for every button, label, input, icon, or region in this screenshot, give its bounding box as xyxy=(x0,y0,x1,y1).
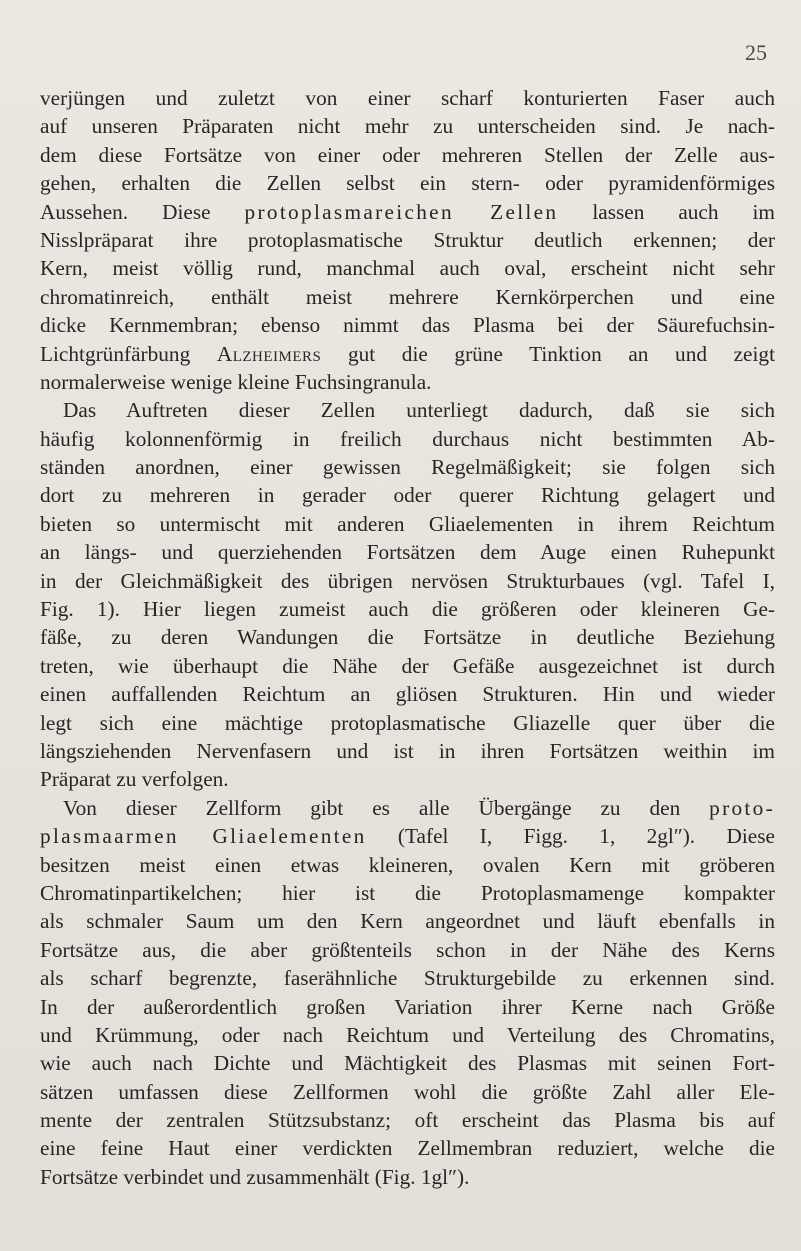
text-line: dort zu mehreren in gerader oder querer Richtung gelagert und xyxy=(40,483,775,508)
text-line: an längs- und querziehenden Fortsätzen dem Auge einen Ruhepunkt xyxy=(40,540,775,565)
text-line xyxy=(40,340,775,368)
text-line: Fortsätze aus, die aber größtenteils schon in der Nähe des Kerns xyxy=(40,937,775,962)
text-line: längsziehenden Nervenfasern und ist in ihren Fortsätzen weithin im xyxy=(40,738,775,763)
text-line: dicke Kernmembran; ebenso nimmt das Plasma bei der Säurefuchsin- xyxy=(40,313,775,338)
text-line: Fig. 1). Hier liegen zumeist auch die größeren oder kleineren Ge- xyxy=(40,597,775,622)
text-line: als schmaler Saum um den Kern angeordnet und läuft ebenfalls in xyxy=(40,909,775,934)
text-segment: lassen auch im xyxy=(558,199,775,224)
text-line: einen auffallenden Reichtum an gliösen Strukturen. Hin und wieder xyxy=(40,682,775,707)
text-line: chromatinreich, enthält meist mehrere Kernkörperchen und eine xyxy=(40,284,775,309)
text-line: auf unseren Präparaten nicht mehr zu unterscheiden sind. Je nach- xyxy=(40,114,775,139)
text-line: In der außerordentlich großen Variation ihrer Kerne nach Größe xyxy=(40,994,775,1019)
text-line: mente der zentralen Stützsubstanz; oft erscheint das Plasma bis auf xyxy=(40,1108,775,1133)
text-line: und Krümmung, oder nach Reichtum und Verteilung des Chromatins, xyxy=(40,1022,775,1047)
text-line: Chromatinpartikelchen; hier ist die Protoplasmamenge kompakter xyxy=(40,880,775,905)
text-line: Fortsätze verbindet und zusammenhält (Fig. 1gl″). xyxy=(40,1164,470,1189)
text-segment: gut die grüne Tinktion an und zeigt xyxy=(321,341,775,366)
text-line: legt sich eine mächtige protoplasmatische Gliazelle quer über die xyxy=(40,710,775,735)
spaced-emphasis: plasmaarmen Gliaelementen xyxy=(40,824,367,849)
text-line: gehen, erhalten die Zellen selbst ein stern- oder pyramidenförmiges xyxy=(40,171,775,196)
spaced-emphasis: proto- xyxy=(709,795,775,820)
text-segment: (Tafel I, Figg. 1, 2gl″). Diese xyxy=(366,824,775,849)
text-line: häufig kolonnenförmig in freilich durchaus nicht bestimmten Ab- xyxy=(40,426,775,451)
text-line: wie auch nach Dichte und Mächtigkeit des Plasmas mit seinen Fort- xyxy=(40,1051,775,1076)
spaced-emphasis: protoplasmareichen Zellen xyxy=(244,199,559,224)
text-line xyxy=(40,822,775,850)
text-line: besitzen meist einen etwas kleineren, ovalen Kern mit gröberen xyxy=(40,852,775,877)
text-line xyxy=(40,794,775,822)
text-line: in der Gleichmäßigkeit des übrigen nervösen Strukturbaues (vgl. Tafel I, xyxy=(40,568,775,593)
text-line: Nisslpräparat ihre protoplasmatische Struktur deutlich erkennen; der xyxy=(40,227,775,252)
text-segment: Aussehen. Diese xyxy=(40,199,245,224)
text-line: dem diese Fortsätze von einer oder mehreren Stellen der Zelle aus- xyxy=(40,142,775,167)
text-segment: Von dieser Zellform gibt es alle Übergänge zu den xyxy=(63,795,710,820)
text-line: sätzen umfassen diese Zellformen wohl die größte Zahl aller Ele- xyxy=(40,1079,775,1104)
text-line: als scharf begrenzte, faserähnliche Strukturgebilde zu erkennen sind. xyxy=(40,966,775,991)
text-line: bieten so untermischt mit anderen Gliaelementen in ihrem Reichtum xyxy=(40,511,775,536)
text-line: verjüngen und zuletzt von einer scharf konturierten Faser auch xyxy=(40,86,775,110)
author-name: Alzheimers xyxy=(216,341,322,366)
text-line: normalerweise wenige kleine Fuchsingranula. xyxy=(40,369,432,394)
text-line: Präparat zu verfolgen. xyxy=(40,767,229,792)
text-line: treten, wie überhaupt die Nähe der Gefäße ausgezeichnet ist durch xyxy=(40,653,775,678)
text-line xyxy=(40,198,775,226)
text-line: Kern, meist völlig rund, manchmal auch oval, erscheint nicht sehr xyxy=(40,256,775,281)
body-text xyxy=(40,84,775,1191)
text-segment: Lichtgrünfärbung xyxy=(40,341,217,366)
text-line: ständen anordnen, einer gewissen Regelmäßigkeit; sie folgen sich xyxy=(40,455,775,480)
text-line: Das Auftreten dieser Zellen unterliegt dadurch, daß sie sich xyxy=(63,398,775,423)
page-number: 25 xyxy=(745,40,767,65)
text-line: eine feine Haut einer verdickten Zellmembran reduziert, welche die xyxy=(40,1136,775,1161)
text-line: fäße, zu deren Wandungen die Fortsätze in deutliche Beziehung xyxy=(40,625,775,650)
